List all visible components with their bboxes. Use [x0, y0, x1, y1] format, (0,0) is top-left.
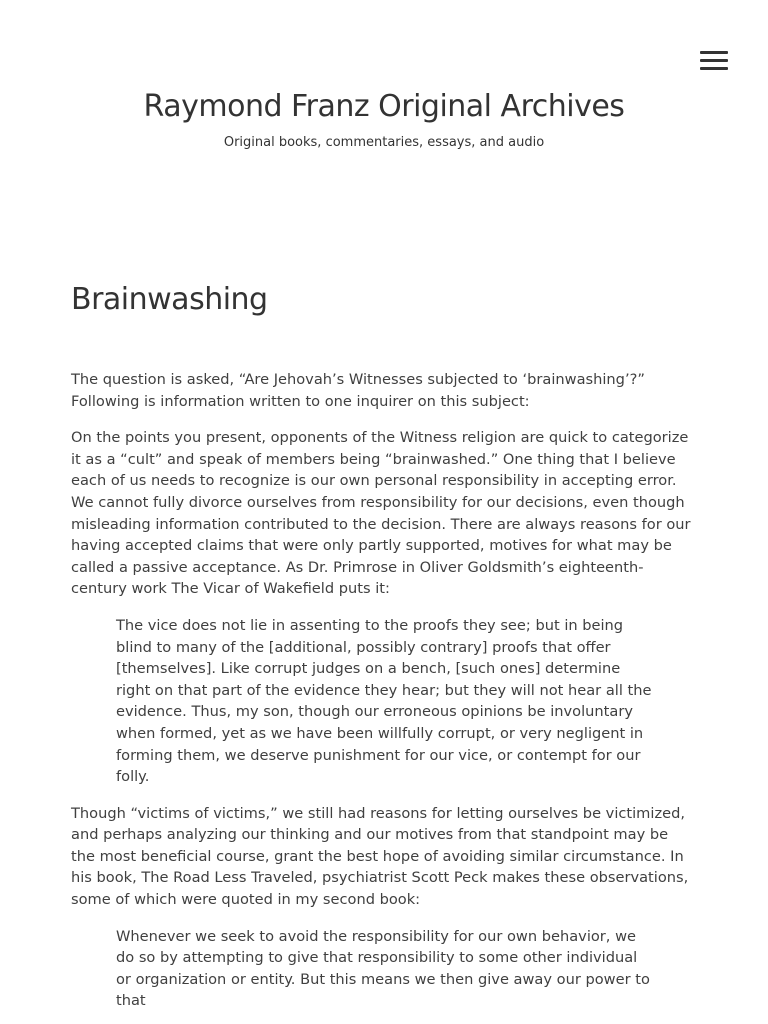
site-header [0, 86, 768, 152]
article-title: Brainwashing [71, 282, 268, 317]
article-paragraph: The question is asked, “Are Jehovah’s Witnesses subjected to ‘brainwashing’?” Following is information written to one inquirer on this subject: [71, 371, 645, 410]
site-title [0, 86, 768, 128]
article [71, 276, 696, 1024]
article-content [71, 369, 696, 1012]
menu-toggle-button[interactable] [698, 47, 730, 73]
article-paragraph: On the points you present, opponents of the Witness religion are quick to categorize it as a “cult” and speak of members being “brainwashed.” One thing that I believe each of us needs to recognize is our own personal responsibility in accepting error. We cannot fully divorce ourselves from responsibility for our decisions, even though misleading information contributed to the decision. There are always reasons for our having accepted claims that were only partly supported, motives for what may be called a passive acceptance. As Dr. Primrose in Oliver Goldsmith’s eighteenth-century work The Vicar of Wakefield puts it: [71, 429, 691, 598]
site-title-link[interactable]: Raymond Franz Original Archives [143, 89, 625, 124]
article-paragraph: Though “victims of victims,” we still had reasons for letting ourselves be victimized, and perhaps analyzing our thinking and our motives from that standpoint may be the most beneficial course, grant the best hope of avoiding similar circumstance. In his book, The Road Less Traveled, psychiatrist Scott Peck makes these observations, some of which were quoted in my second book: [71, 804, 689, 909]
article-quote: Whenever we seek to avoid the responsibility for our own behavior, we do so by attempting to give that responsibility to some other individual or organization or entity. But this means we then give away our power to that [116, 927, 650, 1010]
site-description: Original books, commentaries, essays, and audio [223, 135, 545, 150]
article-quote: The vice does not lie in assenting to the proofs they see; but in being blind to many of the [additional, possibly contrary] proofs that offer [themselves]. Like corrupt judges on a bench, [such ones] determine right on that part of the evidence they hear; but they will not hear all the evidence. Thus, my son, though our erroneous opinions be involuntary when formed, yet as we have been willfully corrupt, or very negligent in forming them, we deserve punishment for our vice, or contempt for our folly. [116, 616, 652, 786]
